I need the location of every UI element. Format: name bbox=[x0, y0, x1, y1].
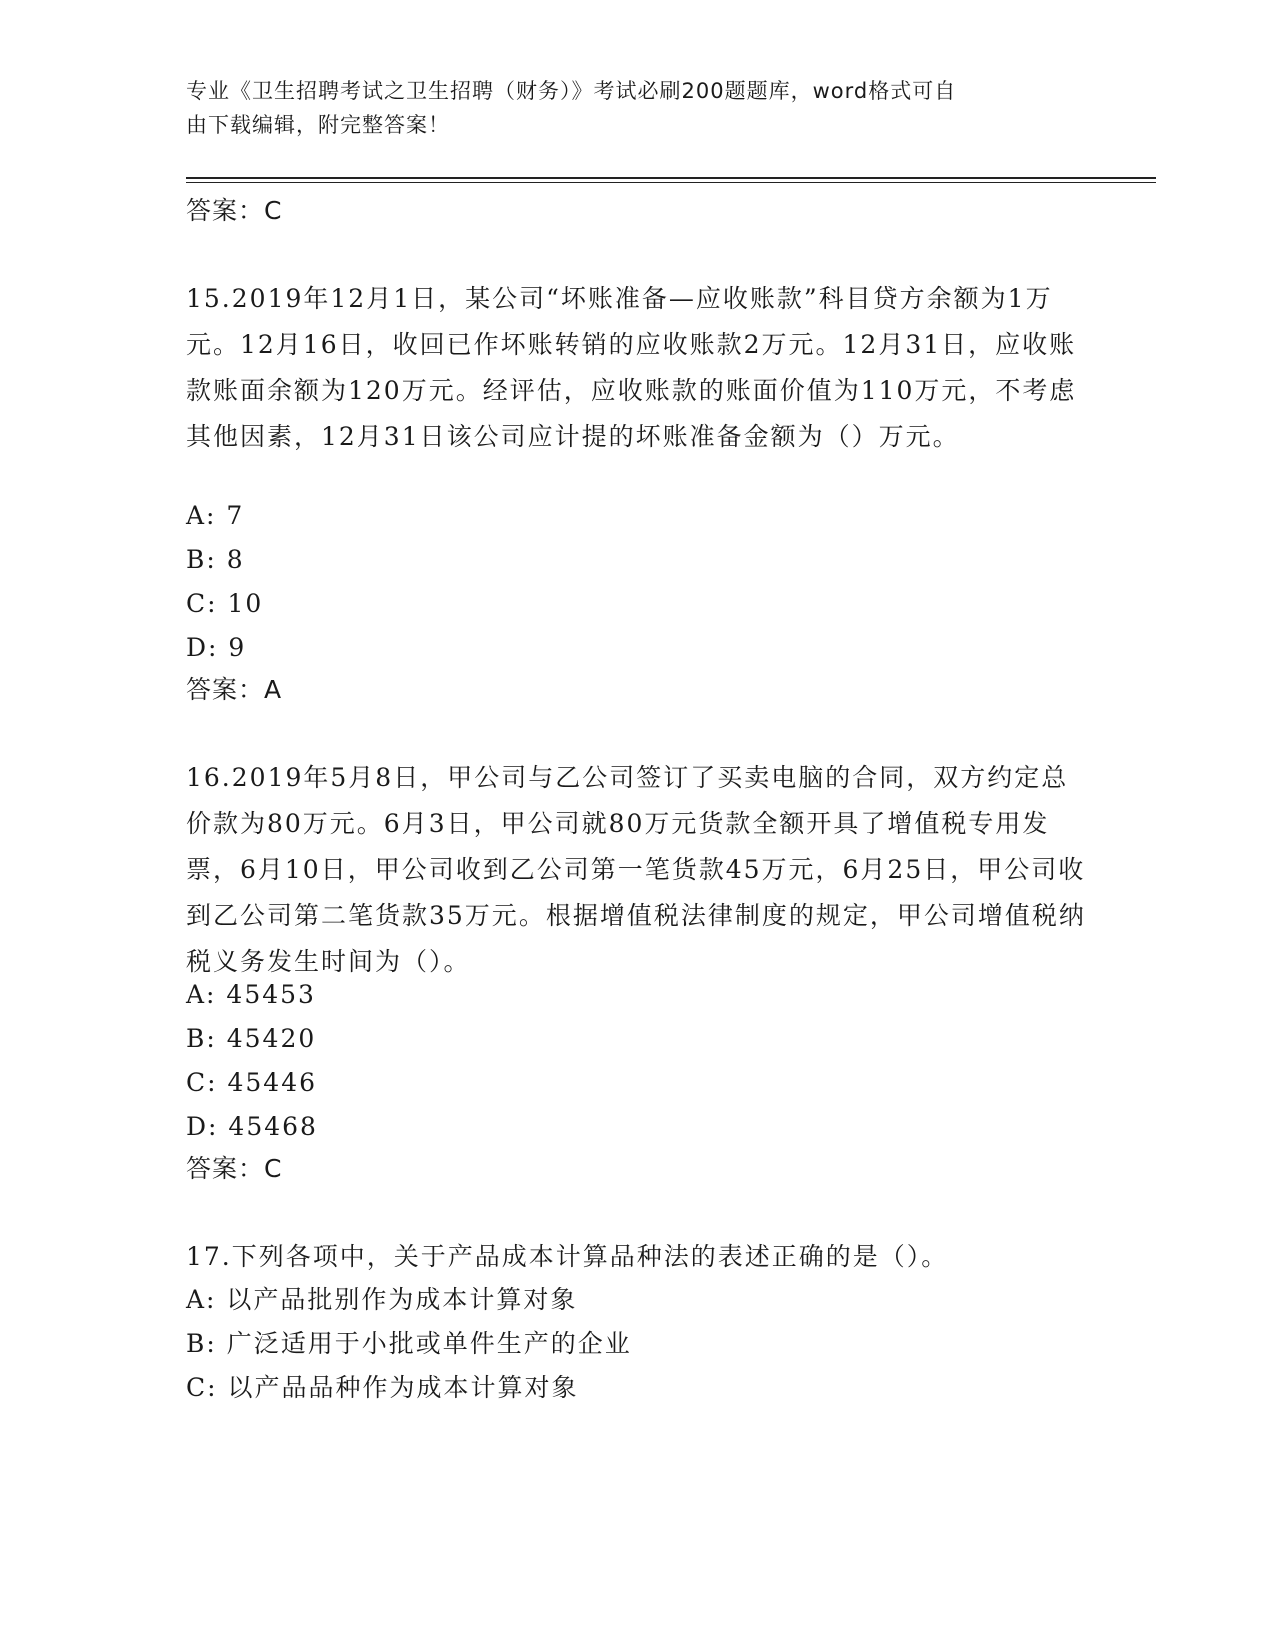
q16-option-a: A: 45453 bbox=[186, 980, 316, 1009]
q16-option-b: B: 45420 bbox=[186, 1024, 317, 1053]
q17-option-a: A: 以产品批别作为成本计算对象 bbox=[186, 1285, 578, 1314]
q17-option-c: C: 以产品品种作为成本计算对象 bbox=[186, 1373, 579, 1402]
header-divider-thick bbox=[186, 177, 1156, 179]
q15-option-b: B: 8 bbox=[186, 545, 245, 574]
header-divider-thin bbox=[186, 182, 1156, 183]
question-17: 17.下列各项中，关于产品成本计算品种法的表述正确的是（）。 bbox=[186, 1242, 949, 1271]
q17-option-b: B: 广泛适用于小批或单件生产的企业 bbox=[186, 1329, 632, 1358]
header-line-2: 由下载编辑，附完整答案！ bbox=[186, 113, 450, 137]
q15-answer: 答案：A bbox=[186, 675, 283, 704]
header-line-1: 专业《卫生招聘考试之卫生招聘（财务）》考试必刷200题题库，word格式可自 bbox=[186, 79, 957, 103]
q16-answer: 答案：C bbox=[186, 1154, 283, 1183]
q16-option-c: C: 45446 bbox=[186, 1068, 318, 1097]
q15-option-a: A: 7 bbox=[186, 501, 245, 530]
answer-prev: 答案：C bbox=[186, 196, 283, 225]
q15-option-d: D: 9 bbox=[186, 633, 247, 662]
q15-option-c: C: 10 bbox=[186, 589, 264, 618]
document-header bbox=[186, 74, 1076, 142]
question-15: 15.2019年12月1日，某公司“坏账准备—应收账款”科目贷方余额为1万元。12月16日，收回已作坏账转销的应收账款2万元。12月31日，应收账款账面余额为120万元。经评估，应收账款的账面价值为110万元，不考虑其他因素，12月31日该公司应计提的坏账准备金额为（）万元。 bbox=[186, 284, 1077, 451]
question-16: 16.2019年5月8日，甲公司与乙公司签订了买卖电脑的合同，双方约定总价款为80万元。6月3日，甲公司就80万元货款全额开具了增值税专用发票，6月10日，甲公司收到乙公司第一笔货款45万元，6月25日，甲公司收到乙公司第二笔货款35万元。根据增值税法律制度的规定，甲公司增值税纳税义务发生时间为（）。 bbox=[186, 763, 1086, 976]
q16-option-d: D: 45468 bbox=[186, 1112, 318, 1141]
